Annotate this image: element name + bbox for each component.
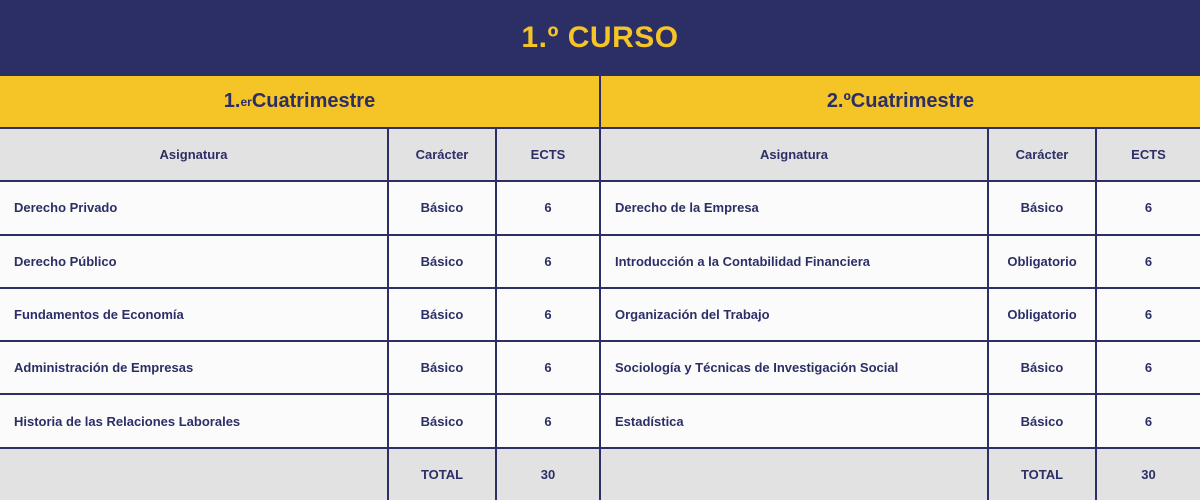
cell-total-value: 30 — [496, 448, 600, 500]
cell-total-blank — [0, 448, 388, 500]
cell-ects: 6 — [1096, 394, 1200, 447]
table-row — [0, 235, 600, 288]
table-row — [600, 288, 1200, 341]
cell-asignatura: Introducción a la Contabilidad Financiera — [600, 235, 988, 288]
semester-header-1 — [0, 75, 600, 128]
cell-asignatura: Estadística — [600, 394, 988, 447]
cell-ects: 6 — [496, 394, 600, 447]
column-header-ects: ECTS — [1096, 128, 1200, 181]
semester-2-label-rest: Cuatrimestre — [850, 90, 975, 112]
cell-caracter: Básico — [388, 288, 496, 341]
column-header-caracter: Carácter — [988, 128, 1096, 181]
cell-asignatura: Derecho Privado — [0, 181, 388, 234]
cell-ects: 6 — [1096, 181, 1200, 234]
semester-2-table — [600, 128, 1200, 500]
table-header-row — [600, 128, 1200, 181]
semester-1-label-main: 1. — [223, 90, 241, 112]
cell-asignatura: Derecho de la Empresa — [600, 181, 988, 234]
semester-1-table — [0, 128, 600, 500]
course-title-bar — [0, 0, 1200, 75]
cell-ects: 6 — [496, 341, 600, 394]
cell-ects: 6 — [1096, 235, 1200, 288]
cell-asignatura: Sociología y Técnicas de Investigación Social — [600, 341, 988, 394]
semester-1-label-sup: er — [240, 94, 252, 109]
column-header-caracter: Carácter — [388, 128, 496, 181]
cell-asignatura: Organización del Trabajo — [600, 288, 988, 341]
cell-caracter: Básico — [388, 235, 496, 288]
cell-caracter: Básico — [388, 394, 496, 447]
table-row — [600, 181, 1200, 234]
column-header-asignatura: Asignatura — [0, 128, 388, 181]
page-title: 1.º CURSO — [521, 20, 679, 54]
cell-asignatura: Derecho Público — [0, 235, 388, 288]
cell-total-label: TOTAL — [988, 448, 1096, 500]
cell-caracter: Obligatorio — [988, 235, 1096, 288]
cell-asignatura: Fundamentos de Economía — [0, 288, 388, 341]
semester-2-label-main: 2.º — [826, 90, 851, 112]
cell-ects: 6 — [496, 288, 600, 341]
column-header-ects: ECTS — [496, 128, 600, 181]
table-total-row — [0, 448, 600, 500]
table-total-row — [600, 448, 1200, 500]
column-header-asignatura: Asignatura — [600, 128, 988, 181]
semester-header-2 — [600, 75, 1200, 128]
table-header-row — [0, 128, 600, 181]
cell-caracter: Básico — [388, 341, 496, 394]
table-row — [0, 288, 600, 341]
cell-caracter: Básico — [988, 394, 1096, 447]
table-row — [0, 341, 600, 394]
cell-total-label: TOTAL — [388, 448, 496, 500]
semester-tables — [0, 128, 1200, 500]
cell-ects: 6 — [496, 181, 600, 234]
table-row — [0, 181, 600, 234]
cell-caracter: Básico — [988, 181, 1096, 234]
cell-total-value: 30 — [1096, 448, 1200, 500]
cell-ects: 6 — [1096, 288, 1200, 341]
cell-asignatura: Administración de Empresas — [0, 341, 388, 394]
cell-caracter: Básico — [388, 181, 496, 234]
table-row — [600, 341, 1200, 394]
table-row — [600, 235, 1200, 288]
semester-1-label-rest: Cuatrimestre — [251, 90, 376, 112]
cell-ects: 6 — [496, 235, 600, 288]
semester-header-row — [0, 75, 1200, 128]
cell-ects: 6 — [1096, 341, 1200, 394]
cell-caracter: Obligatorio — [988, 288, 1096, 341]
cell-caracter: Básico — [988, 341, 1096, 394]
cell-total-blank — [600, 448, 988, 500]
table-row — [600, 394, 1200, 447]
cell-asignatura: Historia de las Relaciones Laborales — [0, 394, 388, 447]
table-row — [0, 394, 600, 447]
